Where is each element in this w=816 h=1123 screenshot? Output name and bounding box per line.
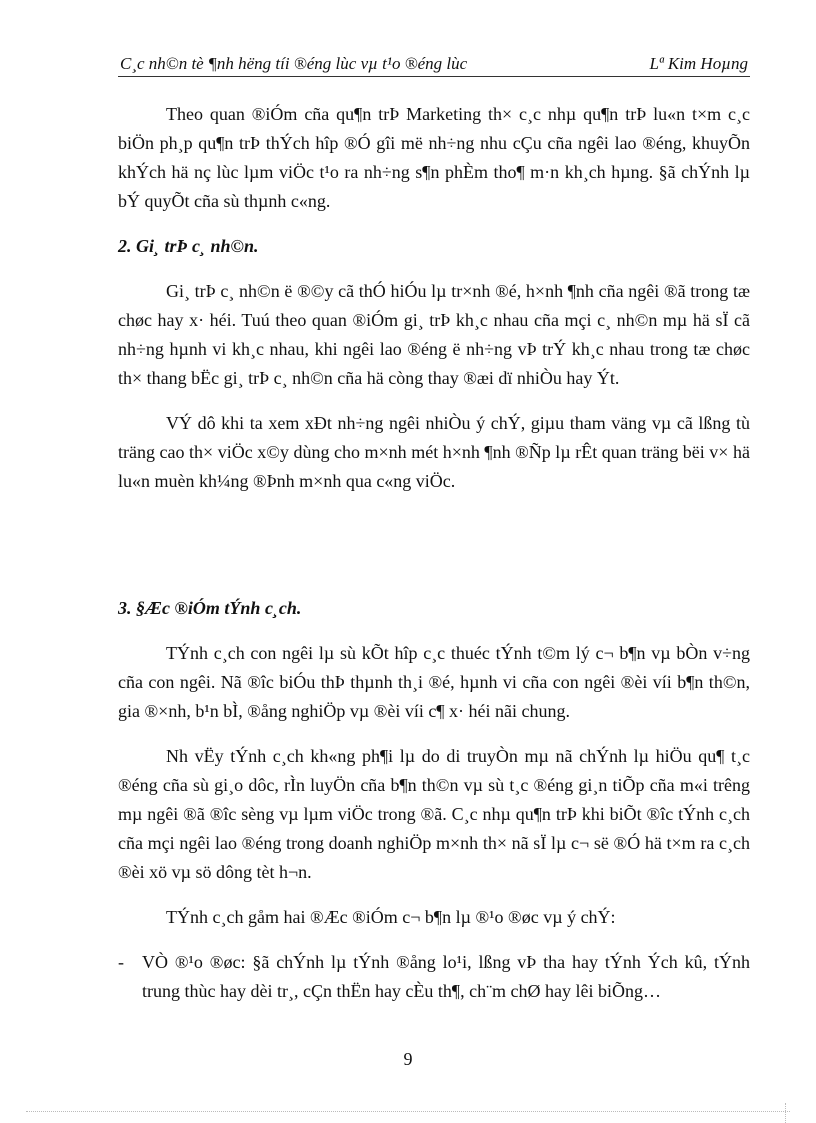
section-heading-3: 3. §Æc ®iÓm tÝnh c¸ch. (118, 598, 302, 618)
bullet-ethics (118, 948, 750, 1006)
page-side-divider (785, 1103, 786, 1123)
paragraph-not-hereditary: Nh vËy tÝnh c¸ch kh«ng ph¶i lµ do di truyÒn mµ nã chÝnh lµ hiÖu qu¶ t¸c ®éng cña sù gi¸o dôc, rÌn luyÖn cña b¶n th©n vµ sù t¸c ®éng gi¸n tiÕp cña m«i trêng mµ ngêi ®ã ®îc sèng vµ lµm viÖc trong ®ã. C¸c nhµ qu¶n trÞ khi biÕt ®îc tÝnh c¸ch cña mçi ngêi lao ®éng trong doanh nghiÖp m×nh th× nã sÏ lµ c¬ së ®Ó hä t×m ra c¸ch ®èi xö vµ sö dông tèt h¬n. (118, 746, 750, 882)
paragraph-personal-value: Gi¸ trÞ c¸ nh©n ë ®©y cã thÓ hiÓu lµ tr×nh ®é, h×nh ¶nh cña ngêi ®ã trong tæ chøc hay x· héi. Tuú theo quan ®iÓm gi¸ trÞ kh¸c nhau cña mçi c¸ nh©n mµ hä sÏ cã nh÷ng hµnh vi kh¸c nhau, khi ngêi lao ®éng ë nh÷ng vÞ trÝ kh¸c nhau trong tæ chøc th× thang bËc gi¸ trÞ c¸ nh©n cña hä còng thay ®æi dï nhiÒu hay Ýt. (118, 281, 750, 388)
bullet-ethics-text (142, 948, 750, 1006)
header-author: Lª Kim Hoµng (649, 54, 748, 73)
paragraph-two-traits: TÝnh c¸ch gåm hai ®Æc ®iÓm c¬ b¶n lµ ®¹o ®øc vµ ý chÝ: (166, 907, 616, 927)
paragraph-personality: TÝnh c¸ch con ngêi lµ sù kÕt hîp c¸c thuéc tÝnh t©m lý c¬ b¶n vµ bÒn v÷ng cña con ngêi. Nã ®îc biÓu thÞ thµnh th¸i ®é, hµnh vi cña con ngêi ®èi víi b¶n th©n, gia ®×nh, b¹n bÌ, ®ång nghiÖp vµ ®èi víi c¶ x· héi nãi chung. (118, 643, 750, 721)
section-heading-2: 2. Gi¸ trÞ c¸ nh©n. (118, 236, 259, 256)
header-chapter-title: C¸c nh©n tè ¶nh hëng tíi ®éng lùc vµ t¹o ®éng lùc (120, 54, 468, 73)
page-body (118, 100, 750, 1006)
paragraph-example: VÝ dô khi ta xem xÐt nh÷ng ngêi nhiÒu ý chÝ, giµu tham väng vµ cã lßng tù träng cao th× viÖc x©y dùng cho m×nh mét h×nh ¶nh ®Ñp lµ rÊt quan träng bëi v× hä lu«n muèn kh¼ng ®Þnh m×nh qua c«ng viÖc. (118, 413, 750, 491)
section-gap (118, 512, 750, 594)
page-header (118, 50, 750, 77)
paragraph-marketing: Theo quan ®iÓm cña qu¶n trÞ Marketing th× c¸c nhµ qu¶n trÞ lu«n t×m c¸c biÖn ph¸p qu¶n trÞ thÝch hîp ®Ó gîi më nh÷ng nhu cÇu cña ngêi lao ®éng, khuyÕn khÝch hä nç lùc lµm viÖc t¹o ra nh÷ng s¶n phÈm tho¶ m·n kh¸ch hµng. §ã chÝnh lµ bÝ quyÕt cña sù thµnh c«ng. (118, 104, 750, 211)
bullet-ethics-label: VÒ ®¹o ®øc: (142, 952, 246, 972)
page-bottom-divider (26, 1111, 790, 1112)
page-number: 9 (403, 1049, 413, 1069)
bullet-ethics-body: §ã chÝnh lµ tÝnh ®ång lo¹i, lßng vÞ tha hay tÝnh Ých kû, tÝnh trung thùc hay dèi tr¸, cÇn thËn hay cÈu th¶, ch¨m chØ hay lêi biÕng… (142, 952, 750, 1001)
bullet-dash: - (118, 952, 124, 972)
